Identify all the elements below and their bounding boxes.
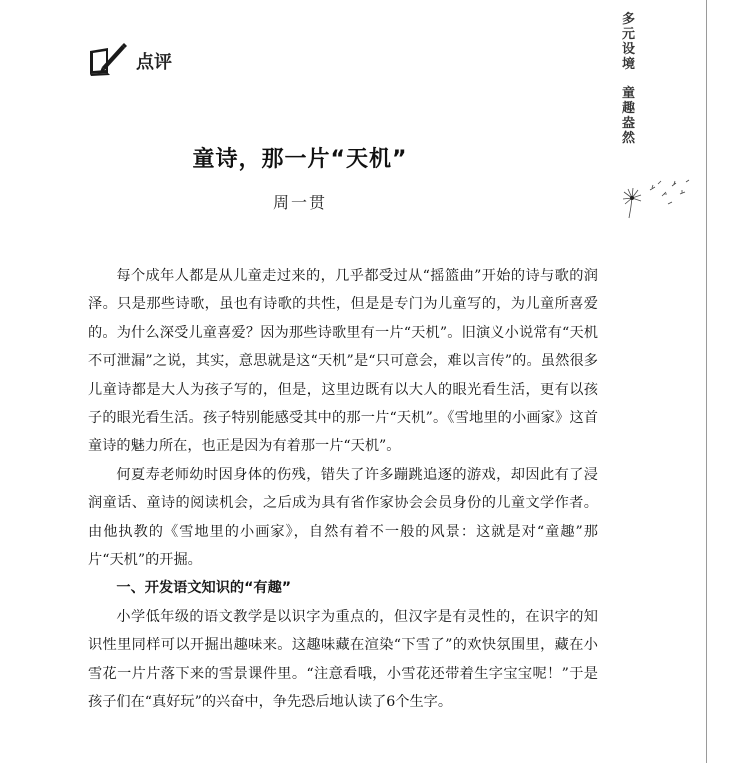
paragraph: 小学低年级的语文教学是以识字为重点的，但汉字是有灵性的，在识字的知识性里同样可以开掘出趣味来。这趣味藏在渲染“下雪了”的欢快氛围里，藏在小雪花一片片落下来的雪景课件里。“注意看哦，小雪花还带着生字宝宝呢！”于是孩子们在“真好玩”的兴奋中，争先恐后地认读了6个生字。 — [88, 608, 598, 711]
side-char: 童 — [622, 86, 636, 101]
article-author: 周一贯 — [272, 193, 327, 212]
side-char: 盎 — [622, 116, 636, 131]
article-title: 童诗，那一片“天机” — [192, 147, 408, 172]
side-char: 元 — [622, 27, 636, 42]
dandelion-icon — [620, 176, 692, 224]
section-heading: 一、开发语文知识的“有趣” — [116, 580, 292, 597]
paragraph: 每个成年人都是从儿童走过来的，几乎都受过从“摇篮曲”开始的诗与歌的润泽。只是那些诗歌，虽也有诗歌的共性，但是是专门为儿童写的，为儿童所喜爱的。为什么深受儿童喜爱？因为那些诗歌里有一片“天机”。旧演义小说常有“天机不可泄漏”之说，其实，意思就是这“天机”是“只可意会，难以言传”的。虽然很多儿童诗都是大人为孩子写的，但是，这里边既有以大人的眼光看生活，更有以孩子的眼光看生活。孩子特别能感受其中的那一片“天机”。《雪地里的小画家》这首童诗的魅力所在，也正是因为有着那一片“天机”。 — [88, 268, 598, 455]
notebook-pen-icon — [88, 42, 128, 80]
side-char: 设 — [622, 42, 636, 57]
side-char: 境 — [622, 57, 636, 72]
side-char: 然 — [622, 131, 636, 146]
vertical-section-title — [622, 12, 635, 146]
side-char: 趣 — [622, 101, 636, 116]
side-char: 多 — [622, 12, 636, 27]
section-header — [88, 42, 172, 80]
margin-rule — [706, 0, 707, 763]
header-label: 点评 — [136, 52, 172, 73]
paragraph: 何夏寿老师幼时因身体的伤残，错失了许多蹦跳追逐的游戏，却因此有了浸润童话、童诗的阅读机会，之后成为具有省作家协会会员身份的儿童文学作者。由他执教的《雪地里的小画家》，自然有着不一般的风景：这就是对“童趣”那片“天机”的开掘。 — [88, 466, 598, 569]
article-body — [88, 262, 598, 717]
